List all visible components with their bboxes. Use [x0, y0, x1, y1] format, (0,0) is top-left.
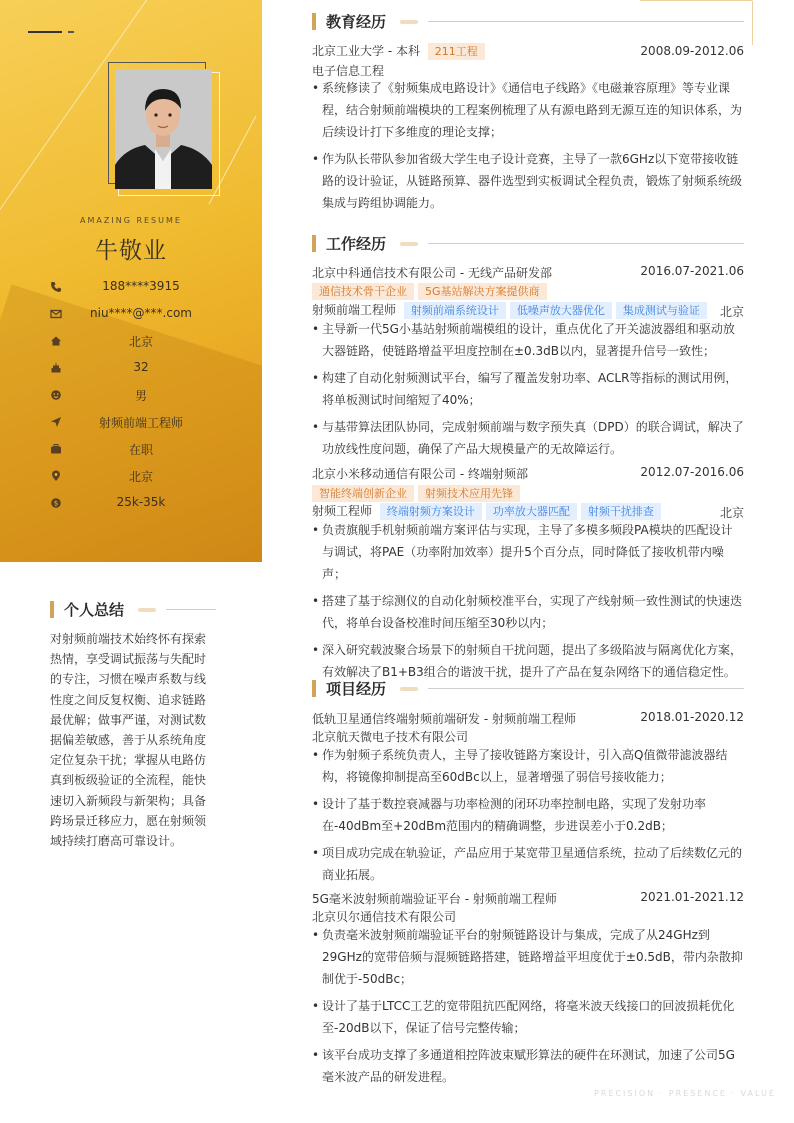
- skill-tag: 集成测试与验证: [616, 302, 707, 319]
- list-item: • 主导新一代5G小基站射频前端模组的设计，重点优化了开关滤波器组和驱动放大器链路，使链路增益平坦度控制在±0.3dB以内，显著提升信号一致性；: [312, 318, 744, 362]
- list-item: • 搭建了基于综测仪的自动化射频校准平台，实现了产线射频一致性测试的快速迭代，将单台设备校准时间压缩至30秒以内；: [312, 590, 744, 634]
- project-org: 北京航天微电子技术有限公司: [312, 730, 469, 744]
- salary-icon: [50, 497, 62, 509]
- job-position: 射频工程师: [312, 504, 373, 518]
- resume-tagline: AMAZING RESUME: [80, 216, 182, 225]
- heading-accent-bar: [312, 680, 316, 697]
- briefcase-icon: [50, 443, 62, 455]
- list-item: • 设计了基于LTCC工艺的宽带阻抗匹配网络，将毫米波天线接口的回波损耗优化至-20dB以下，保证了信号完整传输；: [312, 995, 744, 1039]
- list-item: • 系统修读了《射频集成电路设计》《通信电子线路》《电磁兼容原理》等专业课程，结合射频前端模块的工程案例梳理了从有源电路到无源互连的知识体系，为后续设计打下多维度的理论支撑；: [312, 77, 744, 143]
- company-tag: 通信技术骨干企业: [312, 283, 414, 300]
- list-item: • 作为射频子系统负责人，主导了接收链路方案设计，引入高Q值微带滤波器结构，将镜像抑制提高至60dBc以上，显著增强了弱信号接收能力；: [312, 744, 744, 788]
- phone-value: 188****3915: [102, 279, 180, 293]
- education-heading: [312, 12, 744, 32]
- summary-heading: [50, 600, 220, 620]
- list-item: • 与基带算法团队协同，完成射频前端与数字预失真（DPD）的联合调试，解决了功放线性度问题，确保了产品大规模量产的无故障运行。: [312, 416, 744, 460]
- project-name: 5G毫米波射频前端验证平台 - 射频前端工程师: [312, 892, 557, 906]
- projects-heading: [312, 679, 744, 699]
- education-period: 2008.09-2012.06: [640, 44, 744, 58]
- project-bullets: [312, 744, 744, 891]
- heading-pill: [400, 20, 418, 24]
- job-city: 北京: [719, 506, 744, 520]
- job-period: 2012.07-2016.06: [640, 465, 744, 479]
- contact-location: [50, 467, 240, 487]
- heading-pill: [400, 687, 418, 691]
- position-value: 射频前端工程师: [98, 416, 183, 430]
- send-icon: [50, 416, 62, 428]
- heading-rule: [428, 21, 744, 22]
- decorative-dash: [28, 31, 62, 33]
- project-title-row: [312, 890, 744, 907]
- job-company-row: [312, 465, 744, 482]
- candidate-name: 牛敬业: [95, 238, 167, 264]
- company-tag: 5G基站解决方案提供商: [418, 283, 547, 300]
- list-item: • 深入研究载波聚合场景下的射频自干扰问题，提出了多级陷波与隔离优化方案，有效解决了B1+B3组合的谐波干扰，提升了产品在复杂网络下的通信稳定性。: [312, 639, 744, 683]
- location-icon: [50, 470, 62, 482]
- contact-gender: [50, 386, 240, 406]
- gender-icon: [50, 389, 62, 401]
- company-tag: 射频技术应用先锋: [418, 485, 520, 502]
- summary-text: 对射频前端技术始终怀有探索热情，享受调试振荡与失配时的专注，习惯在噪声系数与线性度之间反复权衡、追求链路最优解；做事严谨，对测试数据偏差敏感，善于从系统角度定位复杂干扰；掌握从电路仿真到板级验证的全流程，能快速切入新频段与新架构；具备跨场景迁移应力，愿在射频领域持续打磨高可靠设计。: [50, 632, 207, 849]
- contact-position: [50, 413, 240, 433]
- skill-tag: 射频干扰排查: [581, 503, 661, 520]
- project-period: 2021.01-2021.12: [640, 890, 744, 904]
- heading-rule: [166, 609, 216, 610]
- work-title: 工作经历: [326, 235, 387, 253]
- job-city: 北京: [719, 305, 744, 319]
- job-company: 北京小米移动通信有限公司 - 终端射频部: [312, 467, 528, 481]
- school-tag: 211工程: [428, 43, 485, 60]
- list-item: • 该平台成功支撑了多通道相控阵波束赋形算法的硬件在环测试，加速了公司5G毫米波产品的研发进程。: [312, 1044, 744, 1088]
- heading-rule: [428, 688, 744, 689]
- job-company: 北京中科通信技术有限公司 - 无线产品研发部: [312, 266, 552, 280]
- status-value: 在职: [128, 443, 153, 457]
- gender-value: 男: [134, 389, 147, 403]
- list-item: • 项目成功完成在轨验证，产品应用于某宽带卫星通信系统，拉动了后续数亿元的商业拓展。: [312, 842, 744, 886]
- avatar-photo: [115, 69, 212, 189]
- job-position: 射频前端工程师: [312, 303, 397, 317]
- projects-title: 项目经历: [326, 680, 387, 698]
- home-icon: [50, 335, 62, 347]
- job-position-row: [312, 301, 744, 319]
- education-bullets: [312, 77, 744, 219]
- contact-email: [50, 305, 240, 325]
- contact-age: [50, 359, 240, 379]
- footer-tagline: PRECISION · PRESENCE · VALUE: [594, 1089, 776, 1098]
- job-company-tags: [312, 485, 744, 502]
- sidebar-panel: [0, 0, 262, 562]
- skill-tag: 终端射频方案设计: [380, 503, 482, 520]
- decorative-dash: [68, 31, 74, 33]
- job-bullets: [312, 519, 744, 688]
- list-item: • 设计了基于数控衰减器与功率检测的闭环功率控制电路，实现了发射功率在-40dBm至+20dBm范围内的精确调整，步进误差小于0.2dB；: [312, 793, 744, 837]
- contact-home: [50, 332, 240, 352]
- education-school-row: [312, 42, 744, 60]
- heading-pill: [138, 608, 156, 612]
- age-value: 32: [133, 360, 149, 374]
- project-title-row: [312, 710, 744, 727]
- company-tag: 智能终端创新企业: [312, 485, 414, 502]
- project-bullets: [312, 924, 744, 1093]
- cake-icon: [50, 362, 62, 374]
- education-major: 电子信息工程: [312, 64, 385, 78]
- list-item: • 构建了自动化射频测试平台，编写了覆盖发射功率、ACLR等指标的测试用例，将单板测试时间缩短了40%；: [312, 367, 744, 411]
- summary-title: 个人总结: [64, 601, 125, 619]
- heading-pill: [400, 242, 418, 246]
- project-org: 北京贝尔通信技术有限公司: [312, 910, 457, 924]
- job-bullets: [312, 318, 744, 465]
- contact-phone: [50, 278, 240, 298]
- salary-value: 25k-35k: [116, 495, 166, 509]
- contact-status: [50, 440, 240, 460]
- job-company-row: [312, 264, 744, 281]
- project-name: 低轨卫星通信终端射频前端研发 - 射频前端工程师: [312, 712, 576, 726]
- heading-accent-bar: [50, 601, 54, 618]
- work-heading: [312, 234, 744, 254]
- job-period: 2016.07-2021.06: [640, 264, 744, 278]
- home-value: 北京: [128, 335, 153, 349]
- list-item: • 负责毫米波射频前端验证平台的射频链路设计与集成，完成了从24GHz到29GHz的宽带倍频与混频链路搭建，链路增益平坦度优于±0.5dB，带内杂散抑制优于-50dBc；: [312, 924, 744, 990]
- list-item: • 负责旗舰手机射频前端方案评估与实现，主导了多模多频段PA模块的匹配设计与调试，将PAE（功率附加效率）提升5个百分点，同时降低了接收机带内噪声；: [312, 519, 744, 585]
- job-company-tags: [312, 283, 744, 300]
- list-item: • 作为队长带队参加省级大学生电子设计竞赛，主导了一款6GHz以下宽带接收链路的设计验证，从链路预算、器件选型到实板调试全程负责，锻炼了射频系统级集成与跨组协调能力。: [312, 148, 744, 214]
- mail-icon: [50, 308, 62, 320]
- school-name: 北京工业大学 - 本科: [312, 44, 420, 58]
- project-period: 2018.01-2020.12: [640, 710, 744, 724]
- education-title: 教育经历: [326, 13, 387, 31]
- skill-tag: 功率放大器匹配: [486, 503, 577, 520]
- phone-icon: [50, 281, 62, 293]
- skill-tag: 低噪声放大器优化: [510, 302, 612, 319]
- location-value: 北京: [128, 470, 153, 484]
- heading-rule: [428, 243, 744, 244]
- email-value: niu****@***.com: [90, 306, 192, 320]
- skill-tag: 射频前端系统设计: [404, 302, 506, 319]
- svg-text:$: $: [53, 499, 59, 508]
- contact-salary: [50, 494, 240, 514]
- job-position-row: [312, 502, 744, 520]
- heading-accent-bar: [312, 235, 316, 252]
- heading-accent-bar: [312, 13, 316, 30]
